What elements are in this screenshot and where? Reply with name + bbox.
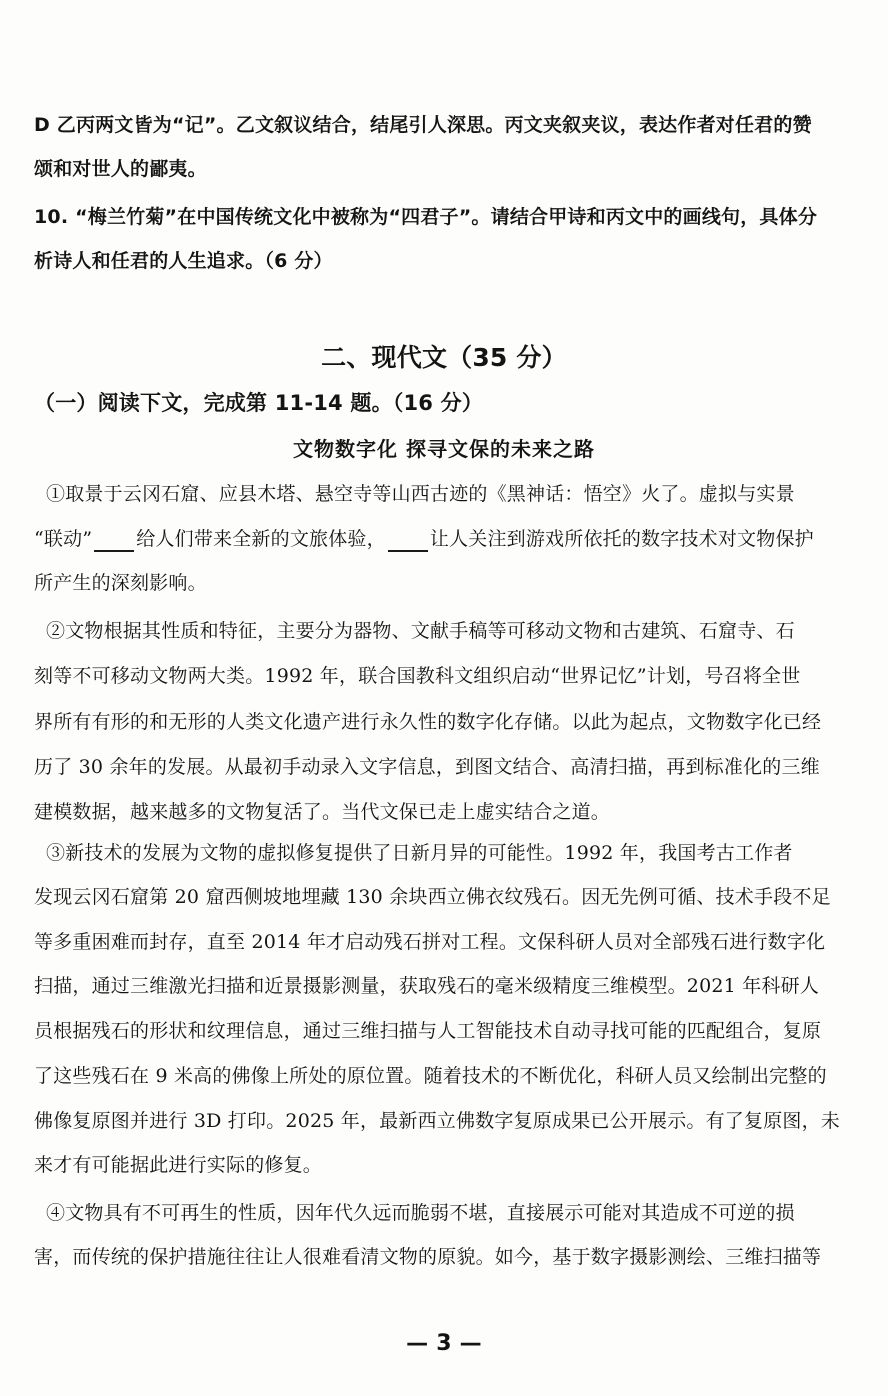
subsection-instruction: （一）阅读下文，完成第 11-14 题。（16 分） [34, 391, 484, 415]
q10-line2: 析诗人和任君的人生追求。（6 分） [34, 250, 333, 272]
article-title: 文物数字化 探寻文保的未来之路 [293, 437, 595, 461]
fill-in-blank-2 [388, 530, 428, 552]
paragraph-3-line3: 等多重困难而封存，直至 2014 年才启动残石拼对工程。文保科研人员对全部残石进行数字化 [34, 931, 826, 953]
p1-text-c: 让人关注到游戏所依托的数字技术对文物保护 [429, 528, 814, 550]
q10-line1: 10. “梅兰竹菊”在中国传统文化中被称为“四君子”。请结合甲诗和丙文中的画线句，具体分 [34, 206, 818, 228]
paragraph-2-line3: 界所有有形的和无形的人类文化遗产进行永久性的数字化存储。以此为起点，文物数字化已经 [34, 711, 822, 733]
paragraph-3-line1: ③新技术的发展为文物的虚拟修复提供了日新月异的可能性。1992 年，我国考古工作者 [46, 842, 793, 864]
q9-option-d-line1: D 乙丙两文皆为“记”。乙文叙议结合，结尾引人深思。丙文夹叙夹议，表达作者对任君的赞 [34, 114, 812, 136]
paragraph-2-line2: 刻等不可移动文物两大类。1992 年，联合国教科文组织启动“世界记忆”计划，号召将全世 [34, 665, 801, 687]
p1-text-a: “联动” [34, 528, 93, 550]
paragraph-3-line4: 扫描，通过三维激光扫描和近景摄影测量，获取残石的毫米级精度三维模型。2021 年科研人 [34, 975, 819, 997]
paragraph-2-line5: 建模数据，越来越多的文物复活了。当代文保已走上虚实结合之道。 [34, 801, 611, 823]
q9-option-d-line2: 颂和对世人的鄙夷。 [34, 158, 207, 180]
paragraph-1-line3: 所产生的深刻影响。 [34, 572, 207, 594]
page-number: — 3 — [406, 1331, 482, 1356]
paragraph-2-line1: ②文物根据其性质和特征，主要分为器物、文献手稿等可移动文物和古建筑、石窟寺、石 [46, 620, 795, 642]
paragraph-4-line2: 害，而传统的保护措施往往让人很难看清文物的原貌。如今，基于数字摄影测绘、三维扫描等 [34, 1246, 822, 1268]
paragraph-4-line1: ④文物具有不可再生的性质，因年代久远而脆弱不堪，直接展示可能对其造成不可逆的损 [46, 1202, 795, 1224]
paragraph-3-line7: 佛像复原图并进行 3D 打印。2025 年，最新西立佛数字复原成果已公开展示。有了复原图，未 [34, 1110, 840, 1132]
paragraph-1-line1: ①取景于云冈石窟、应县木塔、悬空寺等山西古迹的《黑神话：悟空》火了。虚拟与实景 [46, 483, 795, 505]
paragraph-3-line8: 来才有可能据此进行实际的修复。 [34, 1154, 323, 1176]
fill-in-blank-1 [94, 530, 134, 552]
paragraph-1-line2 [34, 526, 854, 552]
paragraph-3-line6: 了这些残石在 9 米高的佛像上所处的原位置。随着技术的不断优化，科研人员又绘制出完整的 [34, 1065, 827, 1087]
paragraph-3-line5: 员根据残石的形状和纹理信息，通过三维扫描与人工智能技术自动寻找可能的匹配组合，复原 [34, 1020, 822, 1042]
paragraph-3-line2: 发现云冈石窟第 20 窟西侧坡地埋藏 130 余块西立佛衣纹残石。因无先例可循、技术手段不足 [34, 886, 831, 908]
paragraph-2-line4: 历了 30 余年的发展。从最初手动录入文字信息，到图文结合、高清扫描，再到标准化的三维 [34, 756, 820, 778]
p1-text-b: 给人们带来全新的文旅体验， [136, 528, 386, 550]
section-title: 二、现代文（35 分） [321, 343, 567, 372]
